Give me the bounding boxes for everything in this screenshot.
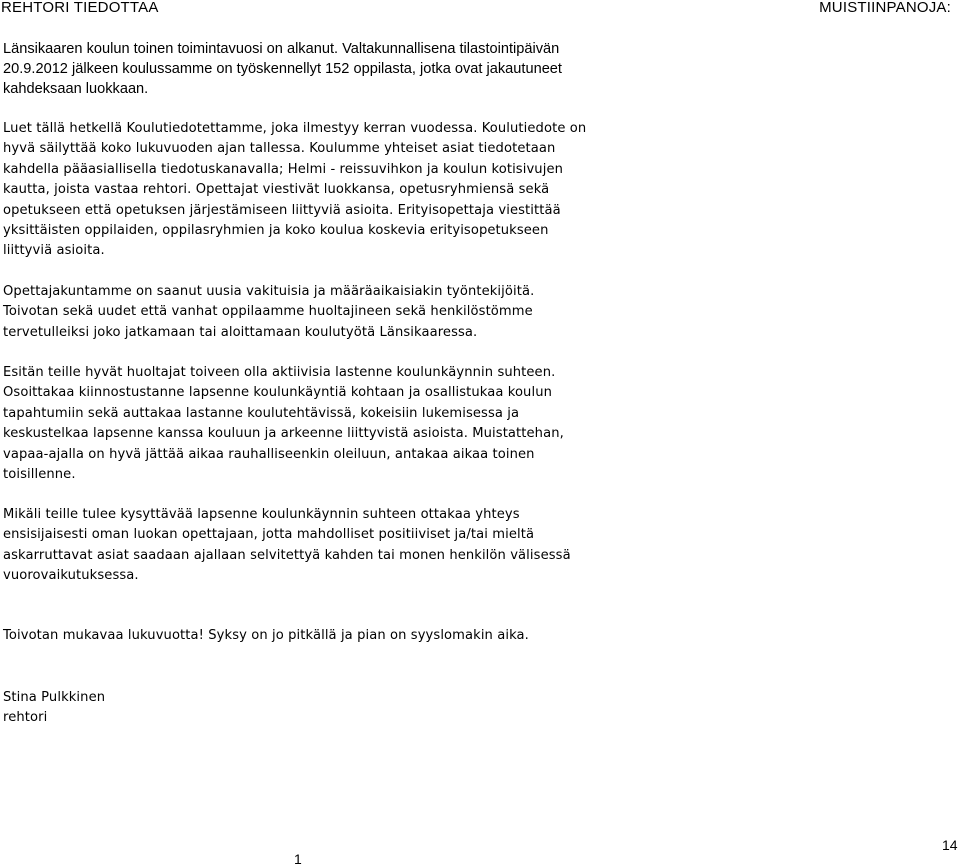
notes-label: MUISTIINPANOJA:: [819, 0, 951, 16]
page-number-center: 1: [294, 851, 302, 867]
paragraph-line: yksittäisten oppilaiden, oppilasryhmien ja koko koulua koskevia erityisopetukseen: [3, 223, 549, 239]
paragraph-line: kahdella pääasiallisella tiedotuskanavalla; Helmi - reissuvihkon ja koulun kotisivujen: [3, 161, 563, 177]
paragraph-staff: [3, 282, 603, 343]
signature-name: Stina Pulkkinen: [3, 690, 106, 705]
paragraph-line: toisillenne.: [3, 467, 76, 483]
paragraph-contact: [3, 505, 603, 587]
page-number-right: 14: [942, 837, 958, 853]
paragraph-line: Esitän teille hyvät huoltajat toiveen olla aktiivisia lastenne koulunkäynnin suhteen.: [3, 365, 556, 380]
paragraph-line: Luet tällä hetkellä Koulutiedotettamme, joka ilmestyy kerran vuodessa. Koulutiedote on: [3, 121, 587, 136]
paragraph-line: opetukseen että opetuksen järjestämiseen liittyviä asioita. Erityisopettaja viestittää: [3, 202, 561, 218]
paragraph-line: kautta, joista vastaa rehtori. Opettajat viestivät luokkansa, opetusryhmiensä sekä: [3, 182, 550, 198]
paragraph-line: tervetulleiksi joko jatkamaan tai aloittamaan koulutyötä Länsikaaressa.: [3, 324, 478, 340]
paragraph-line: Osoittakaa kiinnostustanne lapsenne koulunkäyntiä kohtaan ja osallistukaa koulun: [3, 385, 552, 401]
paragraph-newsletter-info: [3, 119, 603, 262]
paragraph-line: Opettajakuntamme on saanut uusia vakituisia ja määräaikaisiakin työntekijöitä.: [3, 284, 535, 299]
paragraph-line: hyvä säilyttää koko lukuvuoden ajan tallessa. Koulumme yhteiset asiat tiedotetaan: [3, 141, 556, 157]
paragraph-line: vapaa-ajalla on hyvä jättää aikaa rauhalliseenkin oleiluun, antakaa aikaa toinen: [3, 446, 535, 462]
signature-role: rehtori: [3, 710, 48, 726]
intro-line: Länsikaaren koulun toinen toimintavuosi on alkanut. Valtakunnallisena tilastointipäivän: [3, 41, 560, 57]
paragraph-line: Toivotan mukavaa lukuvuotta! Syksy on jo pitkällä ja pian on syyslomakin aika.: [3, 628, 529, 643]
intro-paragraph: [3, 39, 593, 99]
paragraph-line: askarruttavat asiat saadaan ajallaan selvitettyä kahden tai monen henkilön välisessä: [3, 547, 571, 563]
signature-block: [3, 688, 603, 729]
paragraph-line: keskustelkaa lapsenne kanssa kouluun ja arkeenne liittyvistä asioista. Muistattehan,: [3, 426, 564, 442]
paragraph-line: Mikäli teille tulee kysyttävää lapsenne koulunkäynnin suhteen ottakaa yhteys: [3, 507, 520, 522]
intro-line: 20.9.2012 jälkeen koulussamme on työskennellyt 152 oppilasta, jotka ovat jakautuneet: [3, 61, 562, 77]
paragraph-closing: [3, 626, 603, 646]
paragraph-line: vuorovaikutuksessa.: [3, 568, 139, 584]
paragraph-line: tapahtumiin sekä auttakaa lastanne koulutehtävissä, kokeisiin lukemisessa ja: [3, 405, 520, 421]
paragraph-guardians: [3, 363, 603, 485]
paragraph-line: Toivotan sekä uudet että vanhat oppilaamme huoltajineen sekä henkilöstömme: [3, 304, 533, 320]
document-title: REHTORI TIEDOTTAA: [1, 0, 159, 16]
paragraph-line: ensisijaisesti oman luokan opettajaan, jotta mahdolliset positiiviset ja/tai mieltä: [3, 527, 535, 543]
paragraph-line: liittyviä asioita.: [3, 243, 105, 259]
intro-line: kahdeksaan luokkaan.: [3, 81, 149, 97]
